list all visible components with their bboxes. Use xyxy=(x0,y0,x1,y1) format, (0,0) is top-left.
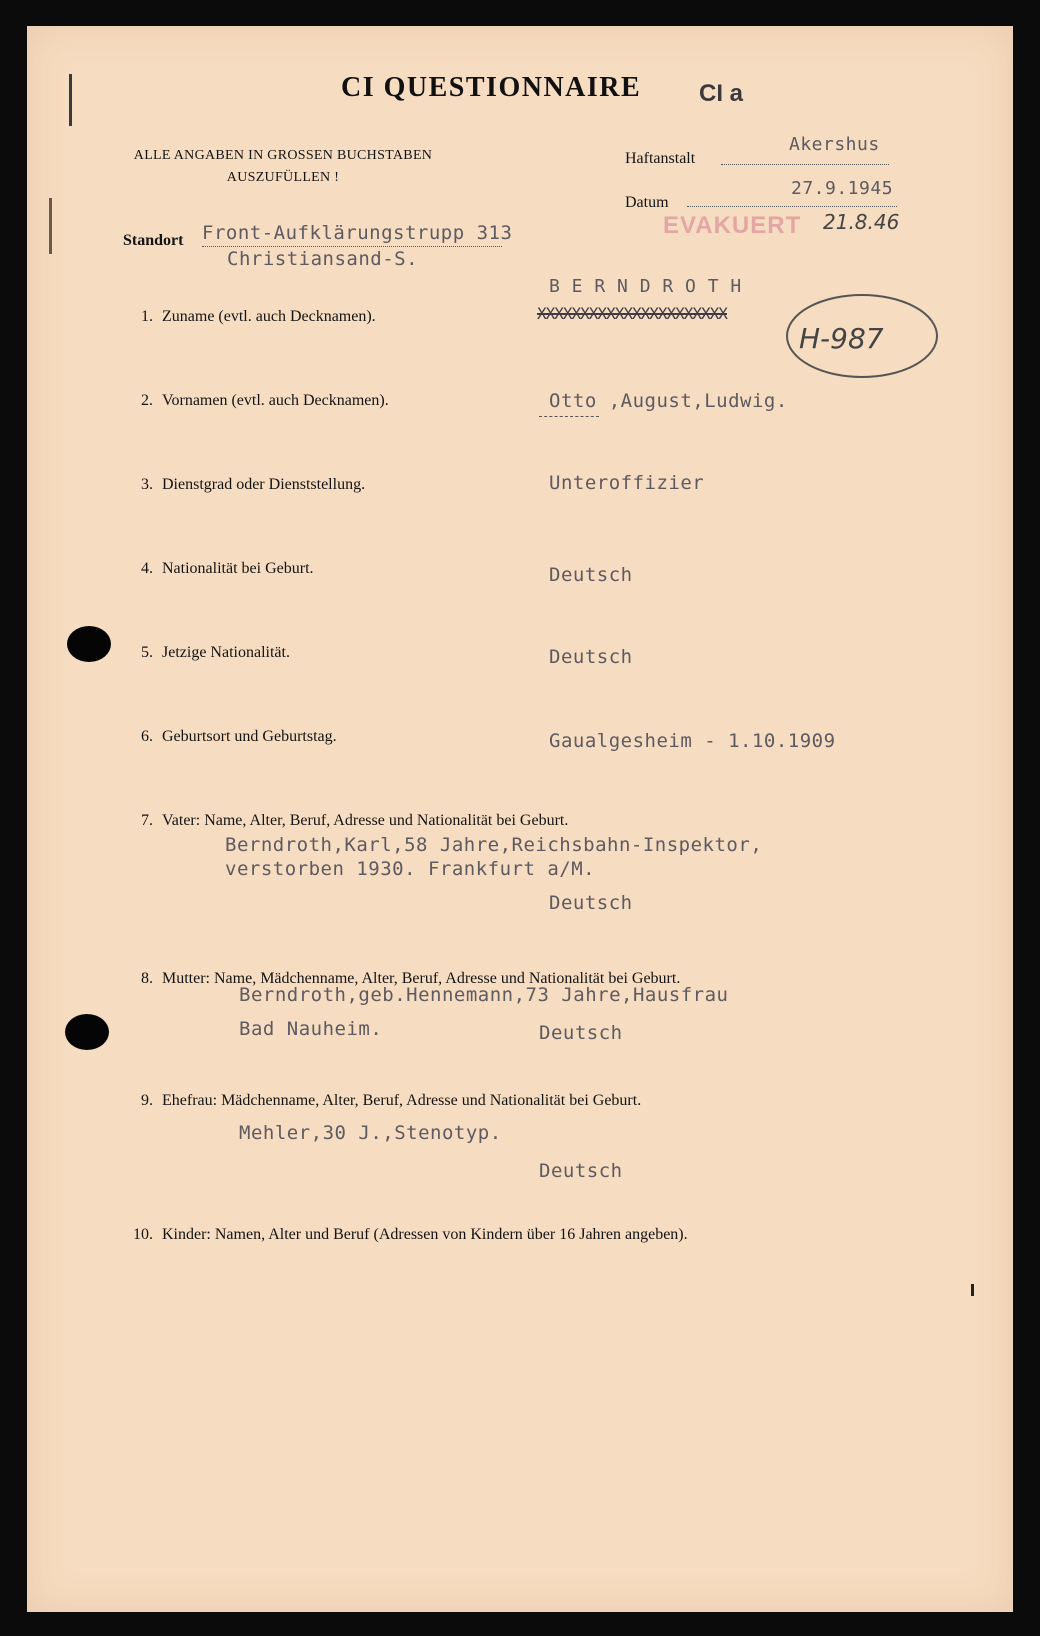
question-3-number: 3. xyxy=(141,476,153,493)
question-2-label: Vornamen (evtl. auch Decknamen). xyxy=(162,392,389,409)
question-4-value: Deutsch xyxy=(549,564,633,586)
margin-mark-3 xyxy=(971,1284,974,1296)
question-5-number: 5. xyxy=(141,644,153,661)
question-5-value: Deutsch xyxy=(549,646,633,668)
question-1-struck-value: XXXXXXXXXXXXXXXXXXXXXX xyxy=(537,304,727,323)
question-2-underline xyxy=(539,416,599,417)
standort-value-1: Front-Aufklärungstrupp 313 xyxy=(202,222,513,244)
punch-hole-bottom xyxy=(65,1014,109,1050)
form-title: CI QUESTIONNAIRE xyxy=(341,72,642,103)
datum-line xyxy=(687,206,897,207)
question-7-value-3: Deutsch xyxy=(549,892,633,914)
question-9-number: 9. xyxy=(141,1092,153,1109)
question-4-number: 4. xyxy=(141,560,153,577)
question-6-label: Geburtsort und Geburtstag. xyxy=(162,728,337,745)
standort-value-2: Christiansand-S. xyxy=(227,248,419,270)
question-3-label: Dienstgrad oder Dienststellung. xyxy=(162,476,366,493)
instruction-line-2: AUSZUFÜLLEN ! xyxy=(226,170,340,185)
standort-line xyxy=(202,246,502,247)
question-8-label: Mutter: Name, Mädchenname, Alter, Beruf, Adresse und Nationalität bei Geburt. xyxy=(162,970,681,987)
question-7-value-1: Berndroth,Karl,58 Jahre,Reichsbahn-Inspektor, xyxy=(225,834,763,856)
question-7-label: Vater: Name, Alter, Beruf, Adresse und Nationalität bei Geburt. xyxy=(162,812,569,829)
question-10-number: 10. xyxy=(133,1226,153,1243)
haftanstalt-value: Akershus xyxy=(789,134,880,155)
questionnaire-page xyxy=(27,26,1013,1612)
question-2-number: 2. xyxy=(141,392,153,409)
question-9-label: Ehefrau: Mädchenname, Alter, Beruf, Adresse und Nationalität bei Geburt. xyxy=(162,1092,642,1109)
stamp-date: 21.8.46 xyxy=(823,210,900,234)
question-2-value: Otto ,August,Ludwig. xyxy=(549,390,788,412)
question-1-label: Zuname (evtl. auch Decknamen). xyxy=(162,308,376,325)
question-8-value-2: Bad Nauheim. xyxy=(239,1018,383,1040)
datum-label: Datum xyxy=(625,194,669,211)
evakuert-stamp: EVAKUERT xyxy=(663,212,802,239)
haftanstalt-line xyxy=(721,164,889,165)
haftanstalt-label: Haftanstalt xyxy=(625,150,696,167)
handwritten-mark: CI a xyxy=(699,80,744,107)
question-8-number: 8. xyxy=(141,970,153,987)
question-9-value-2: Deutsch xyxy=(539,1160,623,1182)
question-5-label: Jetzige Nationalität. xyxy=(162,644,290,661)
question-8-value-3: Deutsch xyxy=(539,1022,623,1044)
circled-number: H-987 xyxy=(799,322,884,355)
question-3-value: Unteroffizier xyxy=(549,472,705,494)
question-8-value-1: Berndroth,geb.Hennemann,73 Jahre,Hausfrau xyxy=(239,984,729,1006)
question-6-value: Gaualgesheim - 1.10.1909 xyxy=(549,730,836,752)
datum-value: 27.9.1945 xyxy=(791,178,894,199)
question-7-value-2: verstorben 1930. Frankfurt a/M. xyxy=(225,858,596,880)
margin-mark-1 xyxy=(69,74,72,126)
margin-mark-2 xyxy=(49,198,52,254)
question-6-number: 6. xyxy=(141,728,153,745)
question-4-label: Nationalität bei Geburt. xyxy=(162,560,314,577)
question-1-number: 1. xyxy=(141,308,153,325)
instruction-line-1: ALLE ANGABEN IN GROSSEN BUCHSTABEN xyxy=(133,148,433,163)
standort-label: Standort xyxy=(123,232,184,249)
question-10-label: Kinder: Namen, Alter und Beruf (Adressen von Kindern über 16 Jahren angeben). xyxy=(162,1226,688,1243)
question-9-value-1: Mehler,30 J.,Stenotyp. xyxy=(239,1122,502,1144)
question-1-value: B E R N D R O T H xyxy=(549,276,742,297)
question-7-number: 7. xyxy=(141,812,153,829)
punch-hole-top xyxy=(67,626,111,662)
